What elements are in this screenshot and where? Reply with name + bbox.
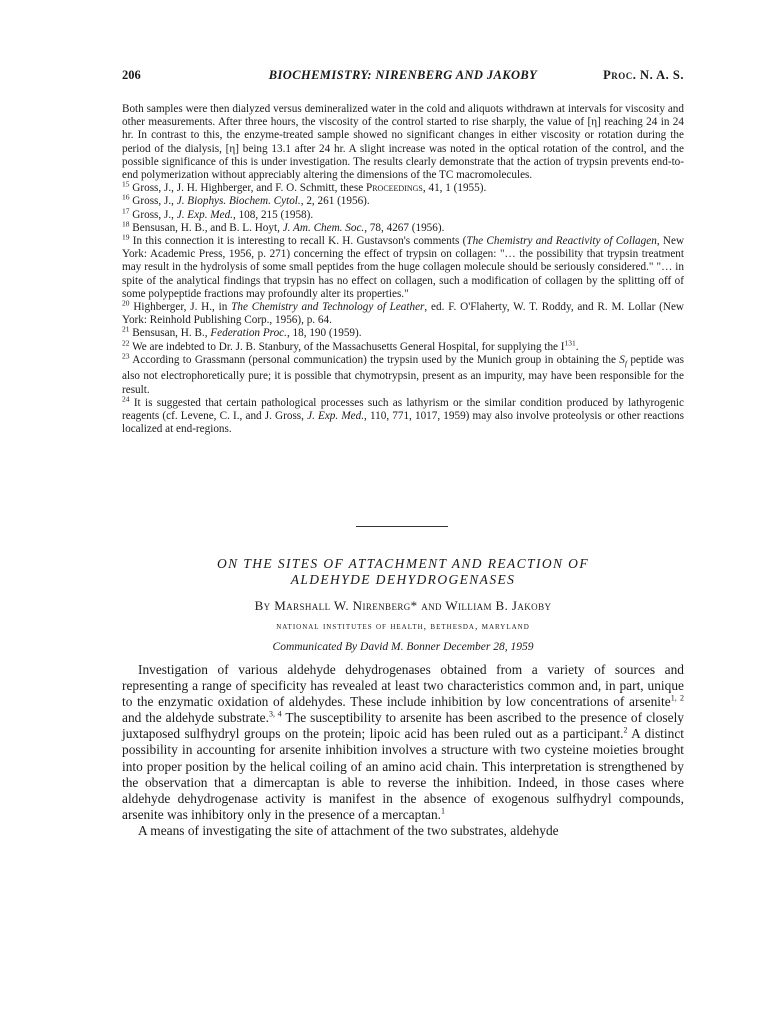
article-body bbox=[122, 662, 684, 839]
body-paragraph-2: A means of investigating the site of attachment of the two substrates, aldehyde bbox=[138, 822, 559, 838]
previous-article-tail bbox=[122, 103, 684, 436]
author-2: William B. Jakoby bbox=[445, 598, 552, 613]
footnote-22: $^{22}$ We are indebted to Dr. J. B. Stanbury, of the Massachusetts General Hospital, for supplying the $I^{131}$. bbox=[122, 337, 579, 353]
affiliation: national institutes of health, bethesda, maryland bbox=[276, 622, 530, 632]
footnote-17: $^{17}$ Gross, J., J. Exp. Med., 108, 215 (1958). bbox=[122, 205, 314, 221]
footnote-21: $^{21}$ Bensusan, H. B., Federation Proc., 18, 190 (1959). bbox=[122, 324, 362, 340]
article-title-line-1: ON THE SITES OF ATTACHMENT AND REACTION OF bbox=[217, 556, 589, 571]
running-title: BIOCHEMISTRY: NIRENBERG AND JAKOBY bbox=[268, 68, 538, 82]
article-title bbox=[122, 556, 684, 588]
footnote-23: $^{23}$ According to Grassmann (personal communication) the trypsin used by the Munich group in obtaining the $S_f$ peptide was also not electrophoretically pure; it is possible that chymotrypsin, present as an impurity, may have been responsible for the result. bbox=[122, 351, 684, 396]
byline: By Marshall W. Nirenberg* and William B. Jakoby bbox=[254, 598, 552, 613]
footnote-19: $^{19}$ In this connection it is interesting to recall K. H. Gustavson's comments (The Chemistry and Reactivity of Collagen, New York: Academic Press, 1956, p. 271) concerning the effect of trypsin on collagen: "… the possibility that trypsin treatment may result in the hydrolysis of some small peptides from the huge collagen molecule should be seriously considered." "… in spite of the analytical findings that trypsin has no effect on collagen, such a modification of collagen by the splitting off of some polypeptide fractions may profoundly alter its properties." bbox=[122, 232, 685, 300]
footnote-15: $^{15}$ Gross, J., J. H. Highberger, and F. O. Schmitt, these Proceedings, 41, 1 (1955). bbox=[122, 179, 487, 195]
page-header bbox=[122, 68, 684, 86]
footnote-18: $^{18}$ Bensusan, H. B., and B. L. Hoyt, J. Am. Chem. Soc., 78, 4267 (1956). bbox=[122, 219, 445, 234]
journal-name: Proc. N. A. S. bbox=[603, 68, 684, 82]
author-1: Marshall W. Nirenberg bbox=[274, 598, 411, 613]
carryover-paragraph: Both samples were then dialyzed versus demineralized water in the cold and aliquots withdrawn at intervals for viscosity and other measurements. After three hours, the viscosity of the control started to rise sharply, the value of [η] reaching 24 in 24 hr. In contrast to this, the enzyme-treated sample showed no significant changes in either viscosity or rotation during the period of the dialysis, [η] being 13.1 after 24 hr. A slight increase was noted in the optical rotation of the control, and the possible significance of this is under investigation. The results clearly demonstrate that the action of trypsin prevents end-to-end polymerization without appreciably altering the dimensions of the TC macromolecules. bbox=[122, 103, 684, 182]
body-paragraph-1: Investigation of various aldehyde dehydrogenases obtained from a variety of sources and representing a range of specificity has revealed at least two characteristics common and, in part, unique to the enzymatic oxidation of aldehydes. These include inhibition by low concentrations of arsenite$^{1, 2}$ and the aldehyde substrate.$^{3, 4}$ The susceptibility to arsenite has been ascribed to the presence of closely juxtaposed sulfhydryl groups on the protein; lipoic acid has been ruled out as a participant.$^2$ A distinct possibility in accounting for arsenite inhibition involves a structure with two cysteine moieties brought into proper position by the helical coiling of an amino acid chain. This interpretation is strengthened by the observation that a dimercaptan is able to reverse the inhibition. Indeed, in those cases where aldehyde dehydrogenase activity is manifest in the absence of exogenous sulfhydryl compounds, arsenite was inhibitory only in the presence of a mercaptan.$^1$ bbox=[122, 662, 685, 822]
page-number: 206 bbox=[122, 68, 141, 82]
section-divider bbox=[356, 526, 448, 527]
communicated-line: Communicated By David M. Bonner December 28, 1959 bbox=[272, 641, 534, 653]
footnote-16: $^{16}$ Gross, J., J. Biophys. Biochem. Cytol., 2, 261 (1956). bbox=[122, 192, 370, 208]
article-title-line-2: ALDEHYDE DEHYDROGENASES bbox=[290, 572, 516, 587]
footnote-24: $^{24}$ It is suggested that certain pathological processes such as lathyrism or the similar condition produced by lathyrogenic reagents (cf. Levene, C. I., and J. Gross, J. Exp. Med., 110, 771, 1017, 1959) may also involve proteolysis or other reactions localized at end-regions. bbox=[122, 393, 684, 436]
footnote-20: $^{20}$ Highberger, J. H., in The Chemistry and Technology of Leather, ed. F. O'Flaherty, W. T. Roddy, and R. M. Lollar (New York: Reinhold Publishing Corp., 1956), p. 64. bbox=[122, 298, 684, 327]
